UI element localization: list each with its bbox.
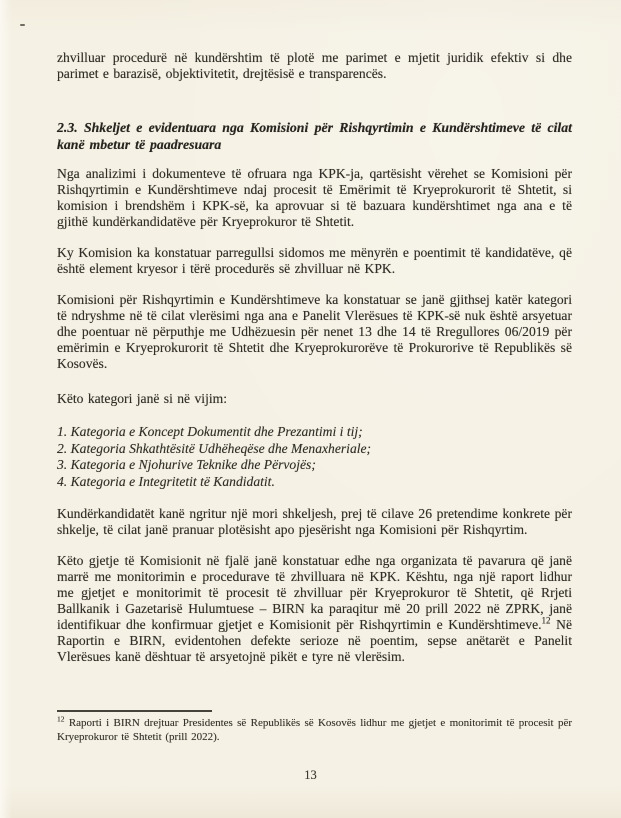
paragraph-analizimi: Nga analizimi i dokumenteve të ofruara nga KPK-ja, qartësisht vërehet se Komisioni për Rishqyrtimin e Kundërshtimeve ndaj procesit të Emërimit të Kryeprokurorit të Shtetit, si komision i brendshëm i KPK-së, ka aprovuar si të bazuara kundërshtimet nga ana e të gjithë kundërkandidatëve për Kryeprokuror të Shtetit.: [57, 166, 572, 229]
category-item-1: 1. Kategoria e Koncept Dokumentit dhe Prezantimi i tij;: [57, 424, 363, 439]
paragraph-kunderkandidatet: Kundërkandidatët kanë ngritur një mori shkeljesh, prej të cilave 26 pretendime konkrete për shkelje, të cilat janë pranuar plotësisht apo pjesërisht nga Komisioni për Rishqyrtim.: [57, 506, 572, 537]
footnote-12-marker: 12: [57, 714, 65, 724]
paragraph-gjetjet-before-ref: Këto gjetje të Komisionit në fjalë janë konstatuar edhe nga organizata të pavarura që janë marrë me monitorimin e procedurave të zhvilluara në KPK. Kështu, nga një raport lidhur me gjetjet e monitorimit të procesit të zhvilluar për Kryeprokuror të Shtetit, që Rrjeti Ballkanik i Gazetarisë Hulumtuese – BIRN ka paraqitur më 20 prill 2022 në ZPRK, janë identifikuar dhe konfirmuar gjetjet e Komisionit për Rishqyrtimin e Kundërshtimeve.: [57, 553, 572, 632]
paragraph-gjetjet-after-ref: Në Raportin e BIRN, evidentohen defekte serioze në poentim, sepse anëtarët e Panelit Vlerësues kanë dështuar të arsyetojnë pikët e tyre në vlerësim.: [57, 617, 573, 664]
footnote-area: [57, 710, 572, 744]
footnote-12-text: Raporti i BIRN drejtuar Presidentes së Republikës së Kosovës lidhur me gjetjet e monitorimit të procesit për Kryeprokuror të Shtetit (prill 2022).: [57, 717, 572, 743]
paragraph-kategorite: Komisioni për Rishqyrtimin e Kundërshtimeve ka konstatuar se janë gjithsej katër kategori të ndryshme në të cilat vlerësimi nga ana e Panelit Vlerësues të KPK-së nuk është arsyetuar dhe poentuar në përputhje me Udhëzuesin për nenet 13 dhe 14 të Rregullores 06/2019 për emërimin e Kryeprokurorit të Shtetit dhe Kryeprokurorëve të Prokurorive të Republikës së Kosovës.: [57, 292, 572, 371]
category-list: [57, 424, 572, 490]
page-number: 13: [304, 768, 317, 782]
footnote-12: [57, 714, 572, 744]
footnote-divider-rule: [57, 710, 212, 712]
category-item-4: 4. Kategoria e Integritetit të Kandidatit.: [57, 473, 275, 489]
footnote-reference-12: 12: [541, 615, 551, 626]
paragraph-intro-continuation: zhvilluar procedurë në kundërshtim të plotë me parimet e mjetit juridik efektiv si dhe parimet e barazisë, objektivitetit, drejtësisë e transparencës.: [57, 50, 572, 81]
category-item-2: 2. Kategoria Shkathtësitë Udhëheqëse dhe Menaxheriale;: [57, 440, 372, 456]
paragraph-gjetjet: [57, 553, 572, 665]
category-list-intro: Këto kategori janë si në vijim:: [57, 391, 227, 406]
paragraph-ky-komision: Ky Komision ka konstatuar parregullsi sidomos me mënyrën e poentimit të kandidatëve, që është element kryesor i tërë procedurës së zhvilluar në KPK.: [57, 245, 572, 276]
section-heading-2-3: 2.3. Shkeljet e evidentuara nga Komisioni për Rishqyrtimin e Kundërshtimeve të cilat kanë mbetur të paadresuara: [57, 120, 572, 152]
category-item-3: 3. Kategoria e Njohurive Teknike dhe Përvojës;: [57, 457, 316, 472]
